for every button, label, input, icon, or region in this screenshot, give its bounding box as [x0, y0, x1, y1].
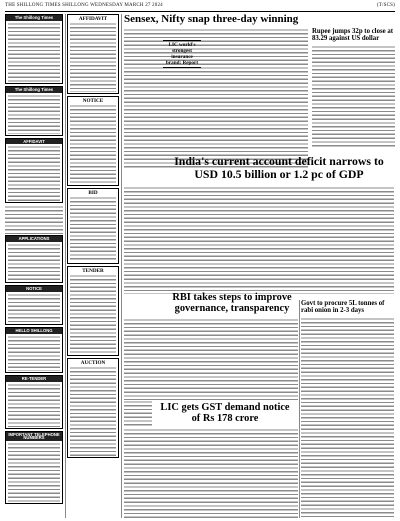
sidebar-box-text	[8, 145, 60, 201]
page-columns	[5, 14, 395, 518]
sidebar-box	[5, 375, 63, 429]
sidebar-box-text	[8, 383, 60, 427]
notice-text	[70, 274, 116, 354]
sidebar-box-title: AFFIDAVIT	[6, 139, 62, 145]
sidebar-box-text	[8, 442, 60, 502]
lic-brand-body	[124, 47, 161, 147]
column-rule	[299, 300, 300, 518]
rbi-story	[165, 292, 299, 314]
notice-text	[70, 366, 116, 456]
sidebar-box-text	[8, 293, 60, 323]
notice-heading: AFFIDAVIT	[78, 16, 108, 22]
notice-box	[67, 358, 119, 458]
rbi-story-body	[124, 318, 298, 400]
cad-story-body	[124, 186, 394, 294]
notice-text	[70, 22, 116, 92]
notice-box	[67, 188, 119, 264]
sidebar-box-title: The Shillong Times	[6, 15, 62, 21]
sidebar-box	[5, 327, 63, 373]
sidebar-text	[5, 205, 63, 235]
notices-column	[67, 14, 119, 518]
onion-story-body	[301, 317, 394, 517]
sidebar-box	[5, 235, 63, 283]
headline-sensex: Sensex, Nifty snap three-day winning	[124, 13, 299, 25]
folio-right: (T/SCS)	[376, 3, 395, 8]
headline-india-cad: India's current account deficit narrows to USD 10.5 billion or 1.2 pc of GDP	[174, 154, 384, 181]
sidebar-box-text	[8, 22, 60, 82]
cad-story	[165, 155, 393, 180]
notice-text	[70, 104, 116, 184]
lic-gst-story-body	[124, 428, 298, 518]
notice-heading: AUCTION	[80, 360, 106, 366]
rupee-story	[312, 28, 395, 149]
sidebar-box	[5, 138, 63, 204]
sidebar-box-title: IMPORTANT TELEPHONE NUMBERS	[6, 432, 62, 442]
sidebar-box	[5, 431, 63, 505]
sidebar-box-title: APPLICATIONS	[6, 236, 62, 242]
headline-lic-gst: LIC gets GST demand notice of Rs 178 crore	[160, 402, 290, 424]
notice-box	[67, 96, 119, 186]
sidebar-box-title: The Shillong Times	[6, 87, 62, 93]
lic-brand-box	[163, 40, 201, 68]
folio-left: THE SHILLONG TIMES SHILLONG WEDNESDAY MARCH 27 2024	[5, 3, 163, 8]
headline-onion: Govt to procure 5L tonnes of rabi onion in 2-3 days	[301, 300, 385, 315]
sidebar-column	[5, 14, 63, 518]
notice-box	[67, 266, 119, 356]
sidebar-box-title: RE-TENDER	[6, 376, 62, 382]
lic-gst-story	[155, 402, 295, 424]
notice-text	[70, 196, 116, 262]
headline-rupee: Rupee jumps 32p to close at 83.29 against US dollar	[312, 28, 393, 43]
sidebar-box-text	[8, 335, 60, 371]
lic-gst-story-side	[124, 400, 152, 428]
notice-heading: NOTICE	[82, 98, 104, 104]
sidebar-box-title: HELLO SHILLONG	[6, 328, 62, 334]
sidebar-box	[5, 86, 63, 136]
folio-line	[5, 3, 395, 12]
notice-heading: BID	[88, 190, 98, 196]
column-rule	[121, 14, 122, 518]
sidebar-box-text	[8, 243, 60, 281]
headline-rbi: RBI takes steps to improve governance, transparency	[172, 292, 292, 314]
column-rule	[65, 14, 66, 518]
onion-story	[301, 300, 394, 517]
sidebar-box-title: NOTICE	[6, 286, 62, 292]
sidebar-box	[5, 285, 63, 325]
notice-heading: TENDER	[82, 268, 104, 274]
sidebar-box-text	[8, 94, 60, 134]
rupee-story-body	[312, 45, 395, 149]
sidebar-box	[5, 14, 63, 84]
headline-lic-brand: LIC world's strongest insurance brand: Report	[165, 42, 199, 66]
notice-box	[67, 14, 119, 94]
